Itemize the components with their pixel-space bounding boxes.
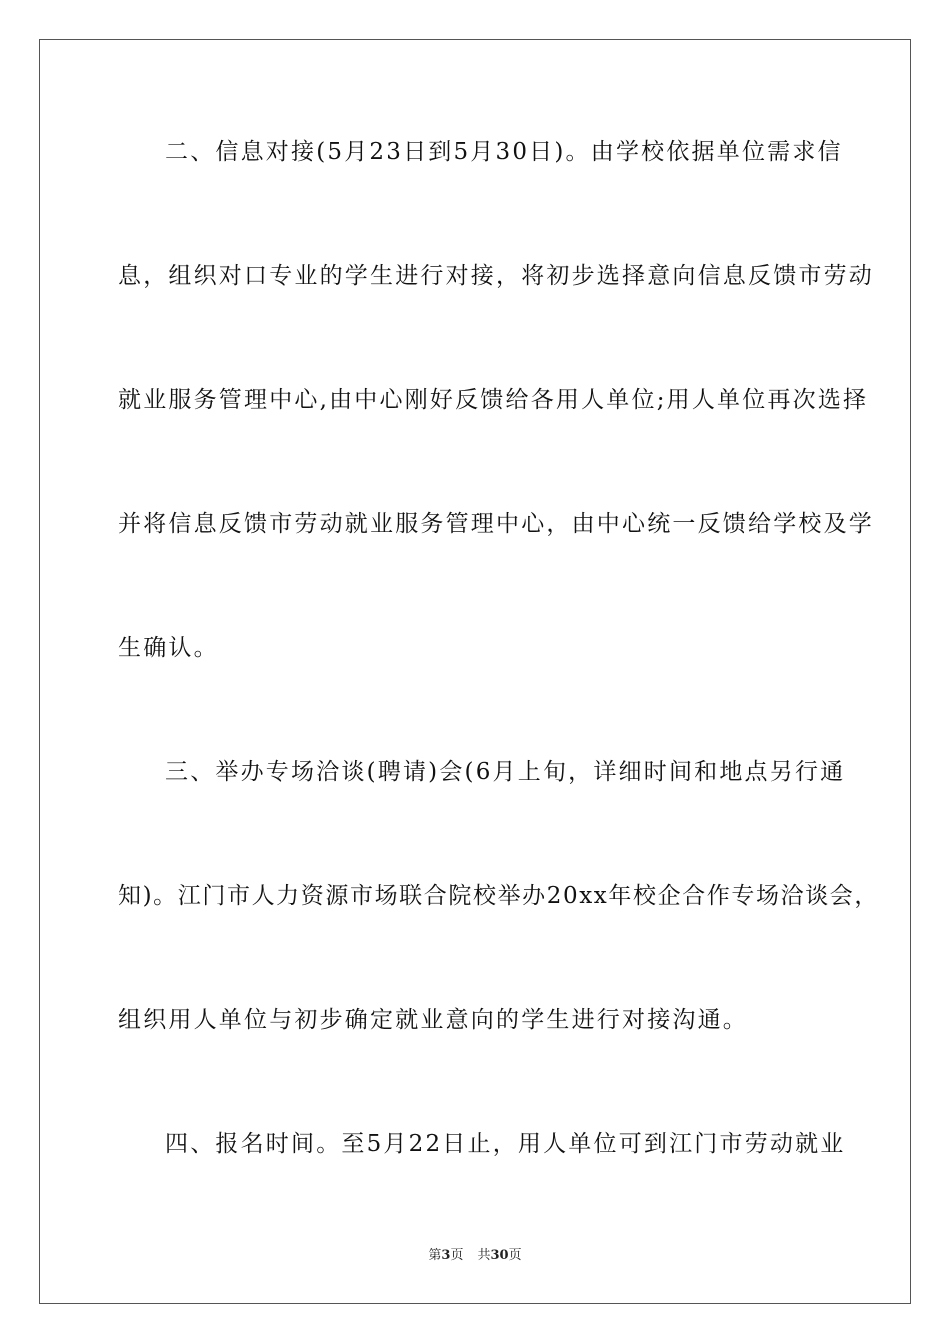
page-suffix: 页 [450,1248,464,1263]
page-prefix: 第 [428,1248,442,1263]
page-current: 3 [441,1248,451,1263]
page-border [39,39,911,1304]
paragraph-line: 组织用人单位与初步确定就业意向的学生进行对接沟通。 [118,1007,748,1033]
paragraph-line: 二、信息对接(5月23日到5月30日)。由学校依据单位需求信 [165,139,843,165]
page-total [477,1248,521,1263]
paragraph-line: 就业服务管理中心,由中心刚好反馈给各用人单位;用人单位再次选择 [118,387,869,413]
paragraph-line: 三、举办专场洽谈(聘请)会(6月上旬，详细时间和地点另行通 [165,759,846,785]
total-suffix: 页 [508,1248,522,1263]
page-footer [0,1247,950,1265]
page-number [428,1248,463,1263]
total-prefix: 共 [477,1248,491,1263]
paragraph-line: 息，组织对口专业的学生进行对接，将初步选择意向信息反馈市劳动 [118,263,874,289]
paragraph-line: 知)。江门市人力资源市场联合院校举办20xx年校企合作专场洽谈会， [118,883,879,909]
total-count: 30 [490,1248,509,1263]
paragraph-line: 四、报名时间。至5月22日止，用人单位可到江门市劳动就业 [165,1131,846,1157]
paragraph-line: 生确认。 [118,635,219,661]
paragraph-line: 并将信息反馈市劳动就业服务管理中心，由中心统一反馈给学校及学 [118,511,874,537]
